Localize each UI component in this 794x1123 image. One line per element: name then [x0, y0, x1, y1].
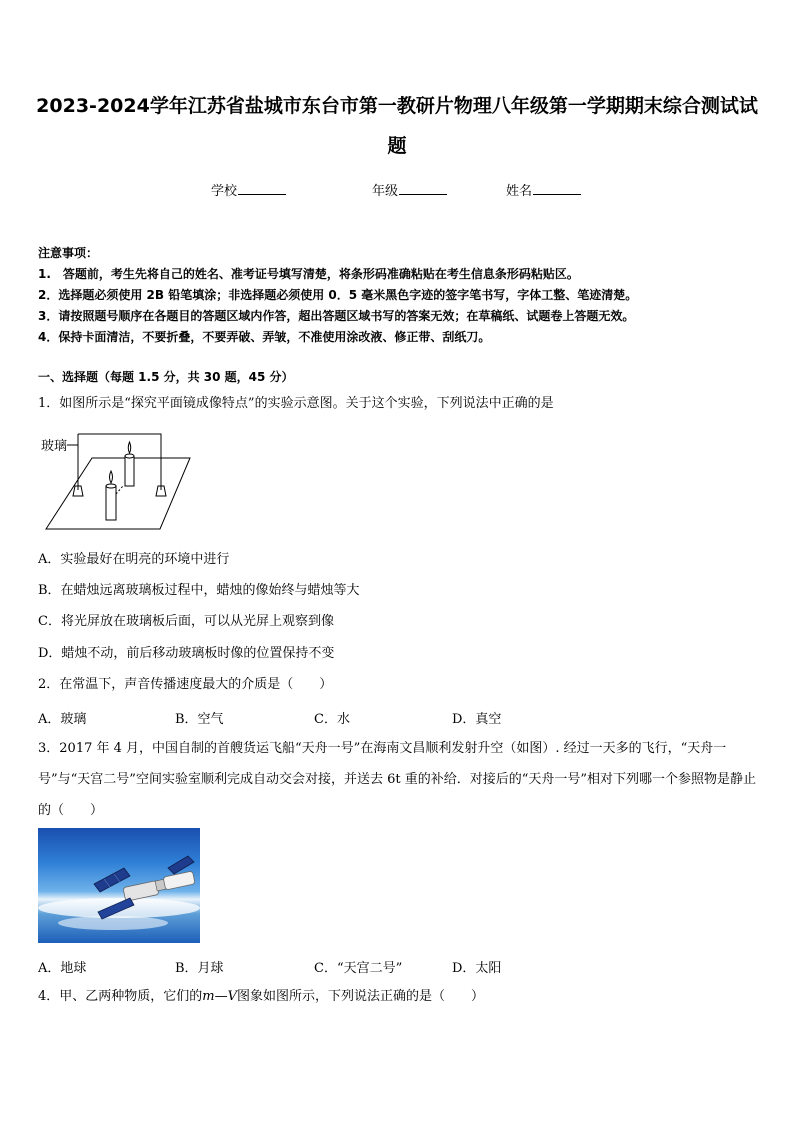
plane-mirror-figure: [38, 430, 198, 535]
notice-item: 2．选择题必须使用 2B 铅笔填涂；非选择题必须使用 0．5 毫米黑色字迹的签字笔书写，字体工整、笔迹清楚。: [38, 288, 638, 302]
title-line-2: 题: [387, 135, 407, 157]
student-info-row: [0, 180, 794, 200]
question-3-option-a[interactable]: A．地球: [38, 961, 87, 976]
spacecraft-graphic: [38, 828, 200, 943]
question-3-option-b[interactable]: B．月球: [175, 961, 224, 976]
question-2-option-c[interactable]: C．水: [314, 712, 350, 727]
notice-block: [38, 243, 758, 348]
name-label: 姓名: [506, 184, 533, 199]
grade-label: 年级: [372, 184, 399, 199]
question-1-option-c[interactable]: C．将光屏放在玻璃板后面，可以从光屏上观察到像: [38, 614, 334, 629]
question-4-stem-end: 图象如图所示，下列说法正确的是（ ）: [237, 989, 485, 1004]
school-blank[interactable]: [238, 182, 286, 195]
plane-mirror-diagram: [38, 430, 198, 535]
name-blank[interactable]: [533, 182, 581, 195]
question-2-option-d[interactable]: D．真空: [452, 712, 502, 727]
question-4-stem: [38, 986, 484, 1007]
question-3-option-d[interactable]: D．太阳: [452, 961, 502, 976]
question-4-stem-start: 4．甲、乙两种物质，它们的: [38, 989, 203, 1004]
page-title: [30, 86, 764, 166]
question-1-option-b[interactable]: B．在蜡烛远离玻璃板过程中，蜡烛的像始终与蜡烛等大: [38, 583, 360, 598]
question-1-stem: 1．如图所示是“探究平面镜成像特点”的实验示意图。关于这个实验，下列说法中正确的是: [38, 396, 554, 411]
question-2-option-a[interactable]: A．玻璃: [38, 712, 87, 727]
notice-item: 3．请按照题号顺序在各题目的答题区域内作答，超出答题区域书写的答案无效；在草稿纸、试题卷上答题无效。: [38, 309, 635, 323]
question-2-stem: 2．在常温下，声音传播速度最大的介质是（ ）: [38, 677, 333, 692]
spacecraft-docking-photo: [38, 828, 200, 943]
school-label: 学校: [211, 184, 238, 199]
notice-item: 4．保持卡面清洁，不要折叠，不要弄破、弄皱，不准使用涂改液、修正带、刮纸刀。: [38, 330, 491, 344]
grade-blank[interactable]: [399, 182, 447, 195]
section-heading: 一、选择题（每题 1.5 分，共 30 题，45 分）: [38, 370, 294, 384]
question-1-option-a[interactable]: A．实验最好在明亮的环境中进行: [38, 552, 230, 567]
name-field[interactable]: [506, 180, 581, 199]
question-1-option-d[interactable]: D．蜡烛不动，前后移动玻璃板时像的位置保持不变: [38, 646, 335, 661]
grade-field[interactable]: [372, 180, 447, 199]
glass-label: 玻璃: [41, 439, 68, 454]
title-line-1: 2023-2024学年江苏省盐城市东台市第一教研片物理八年级第一学期期末综合测试试: [36, 95, 758, 117]
question-2-option-b[interactable]: B．空气: [175, 712, 224, 727]
question-3-option-c[interactable]: C．“天宫二号”: [314, 961, 403, 976]
mass-volume-formula: m—V: [202, 989, 237, 1004]
question-3-stem: 3．2017 年 4 月，中国自制的首艘货运飞船“天舟一号”在海南文昌顺利发射升空（如图）. 经过一天多的飞行，“天舟一号”与“天宫二号”空间实验室顺利完成自动交会对接，并送去 6t 重的补给．对接后的“天舟一号”相对下列哪一个参照物是静止的（ ）: [38, 741, 756, 818]
school-field[interactable]: [211, 180, 286, 199]
notice-item: 1. 答题前，考生先将自己的姓名、准考证号填写清楚，将条形码准确粘贴在考生信息条形码粘贴区。: [38, 267, 579, 281]
notice-heading: 注意事项：: [38, 246, 99, 260]
